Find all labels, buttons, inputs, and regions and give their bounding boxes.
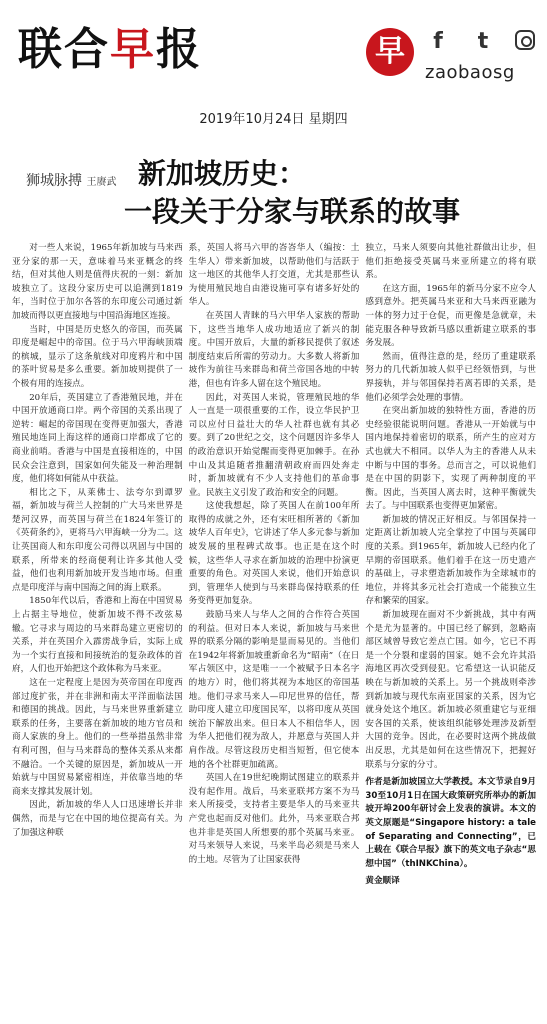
paragraph: 独立，马来人须要向其他社群做出让步，但他们拒绝接受英属马来亚所建立的将有联系。 <box>365 243 537 281</box>
paragraph: 20年后，英国建立了香港殖民地，并在中国开放通商口岸。两个帝国的关系出现了逆转：崛起的帝国现在变得更加强大，香港殖民地连同上海这样的通商口岸都成了它的商业前哨。香港与中国是直接相连的，中国民众会注意到，国家如何失能及一种治理制度，他们将如何能从中获益。 <box>12 392 183 485</box>
column-label <box>26 170 116 190</box>
paragraph: 在突出新加坡的独特性方面，香港的历史经验很能说明问题。香港从一开始就与中国内地保持着密切的联系，所产生的应对方式也就大不相同。以华人为主的香港人从未中断与中国的事务。总而言之，可以说他们是在中国的阴影下，实现了两种制度的平衡。因此，当英国人离去时，这种平衡就失去了。与中国联系也变得更加紧密。 <box>365 406 537 512</box>
paragraph: 系，英国人将马六甲的峇峇华人（编按：土生华人）带来新加坡，以帮助他们与活跃于这一地区的其他华人打交道，尤其是那些认为使用殖民地自由港设施可享有诸多好处的华人。 <box>188 243 360 308</box>
text-column-1 <box>12 242 183 1012</box>
paragraph: 新加坡的情况正好相反。与邻国保持一定距离让新加坡人完全掌控了中国与英属印度的关系。到1965年，新加坡人已经内化了早期的帝国联系。他们着手在这一历史遗产的基础上，寻求塑造新加坡作为全球城市的地位，并将其多元社会打造成一个能独立生存和繁荣的国家。 <box>365 514 537 607</box>
text-column-3 <box>365 242 536 1012</box>
instagram-icon[interactable] <box>515 30 535 50</box>
paragraph: 在英国人青睐的马六甲华人家族的帮助下，这些当地华人成功地适应了新兴的制度。中国开放后，大量的新移民提供了叙述制度结束后所需的劳动力。大多数人将新加坡作为前往马来群岛和荷兰帝国各地的中转港，但也有许多人留在这个殖民地。 <box>188 310 360 389</box>
masthead-part3: 报 <box>156 24 202 75</box>
paragraph: 然而，值得注意的是，经历了重建联系努力的几代新加坡人似乎已经领悟到，与世界接轨，并与邻国保持若离若即的关系，是他们必须学会处理的事情。 <box>365 351 537 403</box>
paragraph: 对一些人来说，1965年新加坡与马来西亚分家的那一天，意味着马来亚概念的终结，但对其他人则是值得庆祝的一刻：新加坡独立了。这段分家历史可以追溯到1819年，当时位于加尔各答的东印度公司通过新加坡而得以更直接地与中国沿海地区连接。 <box>12 243 183 321</box>
paragraph: 相比之下，从莱佛士、法夸尔到谭罗福，新加坡与荷兰人控制的广大马来世界是楚河汉界，而英国与荷兰在1824年签订的《英荷条约》，更将马六甲海峡一分为二。这让英国商人和东印度公司得以巩固与中国的联系，所带来的经商便利让许多其他人受益，他们也利用新加坡开发当地市场。但重点是印度洋与南中国海之间的海上联系。 <box>12 487 183 593</box>
paragraph: 因此，新加坡的华人人口迅速增长并非偶然，而是与它在中国的地位提高有关。为了加强这种联 <box>12 800 183 838</box>
column-name: 狮城脉搏 <box>26 173 82 189</box>
column-author: 王赓武 <box>86 177 117 188</box>
paragraph: 新加坡现在面对不少新挑战，其中有两个是尤为显著的。中国已经了解到，忽略南部区域曾导致它差点亡国。如今，它已不再是一个分裂和虚弱的国家。她不会允许其沿海地区再次受到侵犯。它希望这一认识能反映在与新加坡的关系上。另一个挑战则牵涉到新加坡与现代东南亚国家的关系，因为它就身处这个地区。新加坡必须重建它与亚细安各国的关系，使该组织能够处理涉及新型大国的竞争。因此，在必要时这两个挑战做出反思，尤其是如何在这些情况下，把握好联系与分家的分寸。 <box>365 610 537 770</box>
paragraph: 英国人在19世纪晚期试图建立的联系并没有起作用。战后，马来亚联邦方案不为马来人所接受，支持者主要是华人的马来亚共产党也起而反对他们。此外，马来亚联合邦也并非是英国人所想要的那个英属马来亚。对马来领导人来说，马来半岛必须是马来人的土地。尽管为了让国家获得 <box>188 773 360 865</box>
masthead-part2: 早 <box>110 24 156 75</box>
article-title <box>124 157 461 229</box>
paragraph: 在这方面，1965年的新马分家不应令人感到意外。把英属马来亚和大马来西亚融为一体的努力过于仓促，而更像是急就章，未能克服各种导致新马感以重新建立联系的事务发展。 <box>365 283 537 349</box>
twitter-icon[interactable]: t <box>477 29 489 54</box>
paragraph: 1850年代以后，香港和上海在中国贸易上占据主导地位，使新加坡不得不改弦易辙。它寻求与周边的马来群岛建立更密切的关系，并在英国介入霹雳战争后，实际上成为一个实行直接和间接统治的复杂政体的首府，人们也开始把这个政体称为马来亚。 <box>12 596 183 675</box>
paragraph: 因此，对英国人来说，管理殖民地的华人一直是一项很重要的工作，设立华民护卫司以应付日益壮大的华人社群也就有其必要。到了20世纪之交，这个问题因许多华人的政治意识开始觉醒而变得更加棘手。在孙中山及其追随者推翻清朝政府而四处奔走时，新加坡就有不少人支持他们的革命事业。民族主义引发了政治和安全的问题。 <box>188 392 360 498</box>
paragraph: 这使我想起，除了英国人在前100年所取得的成就之外，还有宋旺相所著的《新加坡华人百年史》，它讲述了华人多元参与新加坡发展的里程碑式故事。也正是在这个时候，这些华人寻求在新加坡的治理中扮演更重要的角色。对英国人来说，他们开始意识到，管理华人使到与马来群岛保持联系的任务变得更加复杂。 <box>188 501 360 607</box>
title-line-2: 一段关于分家与联系的故事 <box>124 195 461 228</box>
facebook-icon[interactable]: f <box>433 29 443 54</box>
issue-date: 2019年10月24日 星期四 <box>199 112 348 127</box>
masthead-logo[interactable] <box>18 24 202 76</box>
title-line-1: 新加坡历史： <box>138 157 307 190</box>
masthead-bar <box>0 0 547 100</box>
paragraph: 鼓励马来人与华人之间的合作符合英国的利益。但对日本人来说，新加坡与马来世界的联系分隔的影响是显而易见的。当他们在1942年将新加坡重新命名为“昭南”（在日军占领区中，这是唯一一个被赋予日本名字的地方）时，他们将其视为本地区的帝国基地。他们寻求马来人—印尼世界的信任，帮助印度人建立印度国民军，以将印度从英国统治下解放出来。但日本人不相信华人，因为华人把他们视为敌人，并愿意与英国人并肩作战。尽管这段历史相当短暂，但它使本地的各个社群更加疏离。 <box>188 610 360 770</box>
author-note: 作者是新加坡国立大学教授。本文节录自9月30至10月1日在国大政策研究所举办的新加坡开埠200年研讨会上发表的演讲。本文的英文原题是“Singapore history: a tale of Separating and Connecting”，已上载在《联合早报》旗下的英文电子杂志“思想中国”（thINKChina）。 <box>365 777 537 869</box>
social-icons <box>425 30 535 54</box>
paragraph: 这在一定程度上是因为英帝国在印度西部过度扩张，并在非洲和南太平洋面临法国和德国的挑战。因此，与马来世界重新建立联系的任务，主要落在新加坡的地方官员和商人家族的身上。他们的一些举措虽然非常有利可图，但与马来群岛的整体关系从来都不融洽。一个关键的原因是，新加坡从一开始就与中国贸易紧密相连，并依靠当地的华商来支撑其发展计划。 <box>12 678 183 797</box>
zaobao-logo-icon[interactable]: 早 <box>366 28 414 76</box>
text-column-2 <box>189 242 360 1012</box>
article-body <box>12 242 536 1012</box>
translator-credit: 黄金顺译 <box>365 876 400 887</box>
paragraph: 当时，中国是历史悠久的帝国，而英属印度是崛起中的帝国。位于马六甲海峡顶端的槟城，显示了这条航线对印度鸦片和中国的茶叶贸易是多么重要。新加坡则提供了一个极有用的连接点。 <box>12 324 183 389</box>
masthead-part1: 联合 <box>18 24 110 75</box>
social-handle: zaobaosg <box>425 62 515 83</box>
